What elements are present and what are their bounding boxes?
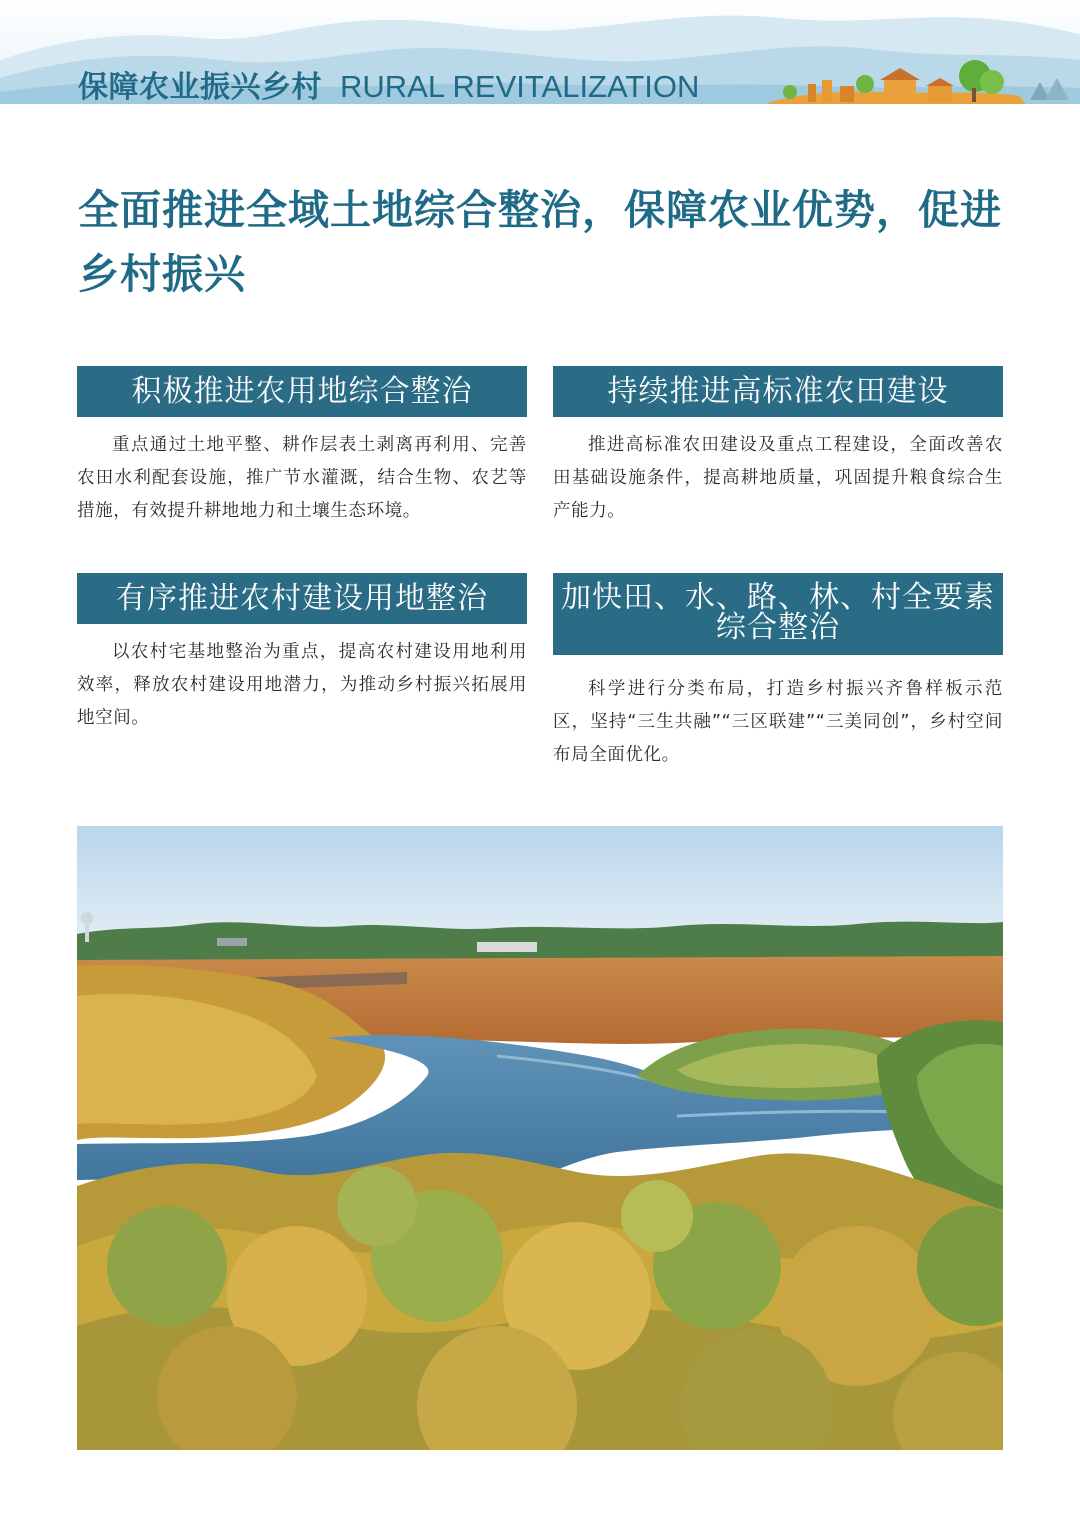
section-farmland-consolidation — [77, 366, 527, 528]
banner-title-en: RURAL REVITALIZATION — [340, 69, 700, 104]
section-all-element-consolidation — [553, 573, 1003, 772]
section-rural-construction-land — [77, 573, 527, 735]
section-body: 推进高标准农田建设及重点工程建设，全面改善农田基础设施条件，提高耕地质量，巩固提升粮食综合生产能力。 — [553, 435, 1003, 521]
section-heading: 积极推进农用地综合整治 — [77, 366, 527, 417]
page-title: 全面推进全域土地综合整治，保障农业优势，促进乡村振兴 — [78, 186, 1002, 298]
section-body: 以农村宅基地整治为重点，提高农村建设用地利用效率，释放农村建设用地潜力，为推动乡村振兴拓展用地空间。 — [77, 642, 527, 728]
section-heading: 持续推进高标准农田建设 — [553, 366, 1003, 417]
banner-title — [78, 62, 699, 104]
wetland-river-autumn-photo — [77, 826, 1003, 1450]
section-heading: 有序推进农村建设用地整治 — [77, 573, 527, 624]
header-banner — [0, 0, 1080, 104]
banner-title-cn: 保障农业振兴乡村 — [78, 70, 322, 104]
section-body: 重点通过土地平整、耕作层表土剥离再利用、完善农田水利配套设施，推广节水灌溉，结合生物、农艺等措施，有效提升耕地地力和土壤生态环境。 — [77, 435, 527, 521]
section-high-standard-farmland — [553, 366, 1003, 528]
section-body: 科学进行分类布局，打造乡村振兴齐鲁样板示范区，坚持“三生共融”“三区联建”“三美同创”，乡村空间布局全面优化。 — [553, 679, 1003, 765]
landscape-photo-illustration — [77, 826, 1003, 1450]
section-heading: 加快田、水、路、林、村全要素综合整治 — [553, 573, 1003, 655]
